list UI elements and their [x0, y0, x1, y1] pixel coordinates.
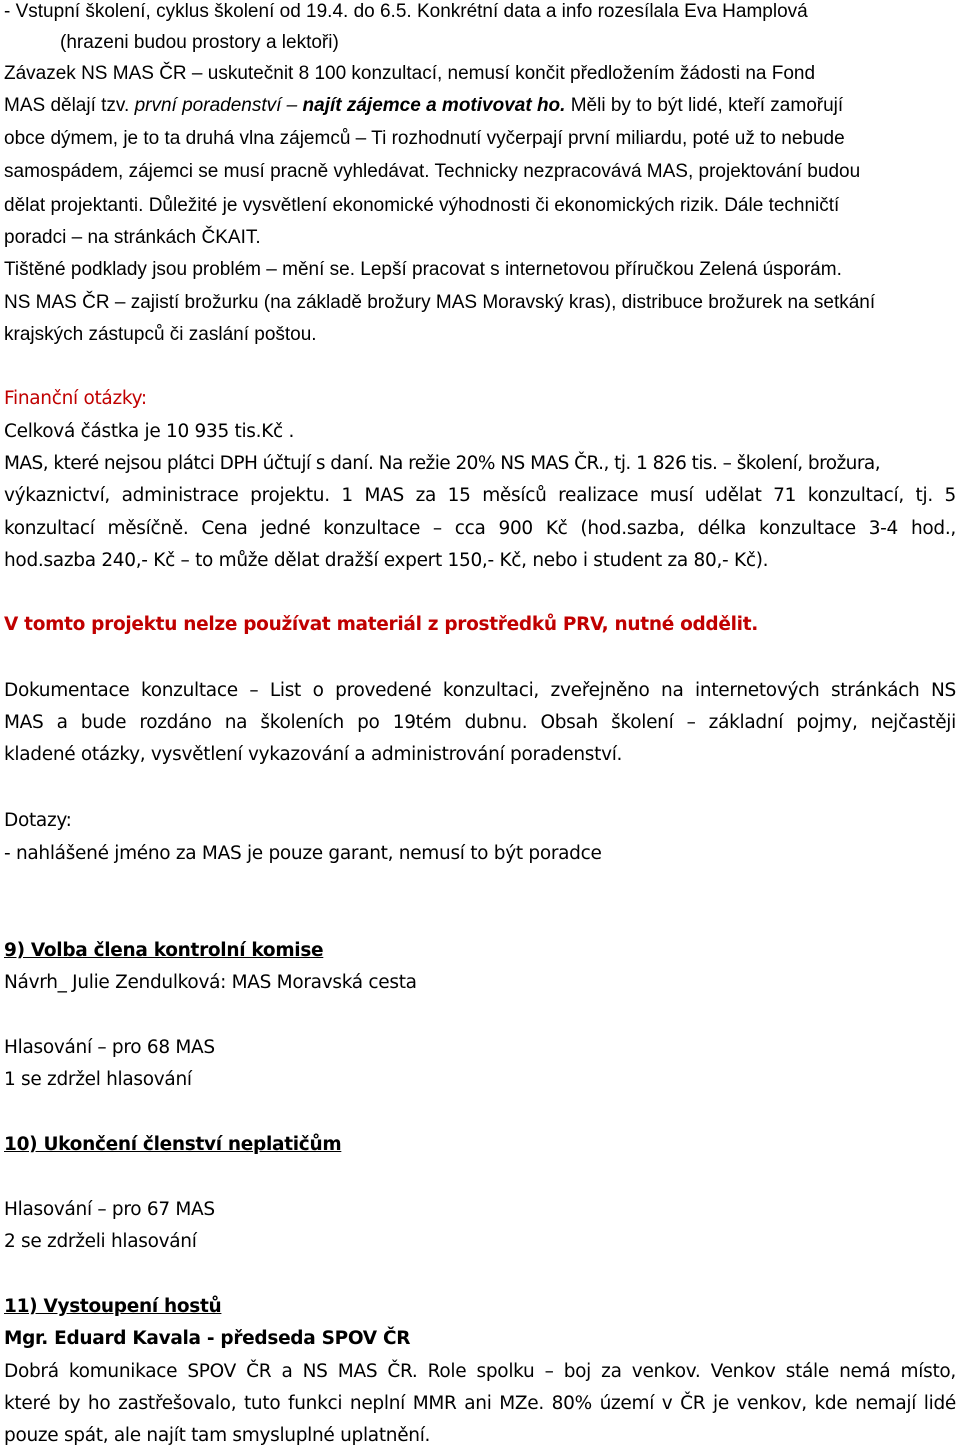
text-line: 1 se zdržel hlasování [4, 1069, 192, 1090]
text-line: Návrh_ Julie Zendulková: MAS Moravská cesta [4, 972, 417, 993]
text-line: Dokumentace konzultace – List o provedené konzultaci, zveřejněno na internetových stránkách NS [4, 680, 956, 701]
text-line: samospádem, zájemci se musí pracně vyhledávat. Technicky nezpracovává MAS, projektování budou [4, 161, 861, 182]
prv-warning: V tomto projektu nelze používat materiál z prostředků PRV, nutné oddělit. [4, 614, 758, 635]
text-line: (hrazeni budou prostory a lektoři) [60, 32, 339, 53]
bold-italic-fragment: najít zájemce a motivovat ho. [302, 95, 566, 116]
text-line: výkaznictví, administrace projektu. 1 MAS za 15 měsíců realizace musí udělat 71 konzultací, tj. 5 [4, 485, 956, 506]
text-line: pouze spát, ale najít tam smysluplné uplatnění. [4, 1425, 431, 1446]
section-heading-finance: Finanční otázky: [4, 388, 147, 409]
text-line: MAS, které nejsou plátci DPH účtují s daní. Na režie 20% NS MAS ČR., tj. 1 826 tis. – školení, brožura, [4, 453, 881, 474]
text-line: Tištěné podklady jsou problém – mění se. Lepší pracovat s internetovou příručkou Zelená úsporám. [4, 259, 842, 280]
text-line: Hlasování – pro 68 MAS [4, 1037, 215, 1058]
text-line: Hlasování – pro 67 MAS [4, 1199, 215, 1220]
text-line: poradci – na stránkách ČKAIT. [4, 227, 261, 248]
section-heading-11: 11) Vystoupení hostů [4, 1296, 222, 1317]
section-heading-questions: Dotazy: [4, 810, 72, 831]
text-line: NS MAS ČR – zajistí brožurku (na základě brožury MAS Moravský kras), distribuce brožurek na setkání [4, 292, 876, 313]
italic-fragment: první poradenství – [134, 95, 303, 116]
text-line: obce dýmem, je to ta druhá vlna zájemců – Ti rozhodnutí vyčerpají první miliardu, poté už to nebude [4, 128, 845, 149]
text-line: Závazek NS MAS ČR – uskutečnit 8 100 konzultací, nemusí končit předložením žádosti na Fond [4, 63, 816, 84]
text-line: kladené otázky, vysvětlení vykazování a administrování poradenství. [4, 744, 623, 765]
text-line: krajských zástupců či zaslání poštou. [4, 324, 317, 345]
text-line: 2 se zdrželi hlasování [4, 1231, 197, 1252]
section-heading-9: 9) Volba člena kontrolní komise [4, 940, 324, 961]
text-line: dělat projektanti. Důležité je vysvětlení ekonomické výhodnosti či ekonomických rizik. Dále techničtí [4, 195, 840, 216]
text-fragment: MAS dělají tzv. [4, 95, 135, 116]
guest-name: Mgr. Eduard Kavala - předseda SPOV ČR [4, 1328, 411, 1349]
list-item: - nahlášené jméno za MAS je pouze garant, nemusí to být poradce [4, 843, 602, 864]
text-line [4, 94, 843, 118]
text-fragment: Měli by to být lidé, kteří zamořují [565, 95, 844, 116]
text-line: Dobrá komunikace SPOV ČR a NS MAS ČR. Role spolku – boj za venkov. Venkov stále nemá místo, [4, 1361, 956, 1382]
text-line: konzultací měsíčně. Cena jedné konzultace – cca 900 Kč (hod.sazba, délka konzultace 3-4 hod., [4, 518, 956, 539]
text-line: Celková částka je 10 935 tis.Kč . [4, 421, 295, 442]
text-line: - Vstupní školení, cyklus školení od 19.4. do 6.5. Konkrétní data a info rozesílala Eva Hamplová [4, 1, 808, 22]
text-line: které by ho zastřešovalo, tuto funkci neplní MMR ani MZe. 80% území v ČR je venkov, kde nemají lidé [4, 1393, 956, 1414]
text-line: hod.sazba 240,- Kč – to může dělat dražší expert 150,- Kč, nebo i student za 80,- Kč). [4, 550, 769, 571]
section-heading-10: 10) Ukončení členství neplatičům [4, 1134, 342, 1155]
text-line: MAS a bude rozdáno na školeních po 19tém dubnu. Obsah školení – základní pojmy, nejčastěji [4, 712, 956, 733]
